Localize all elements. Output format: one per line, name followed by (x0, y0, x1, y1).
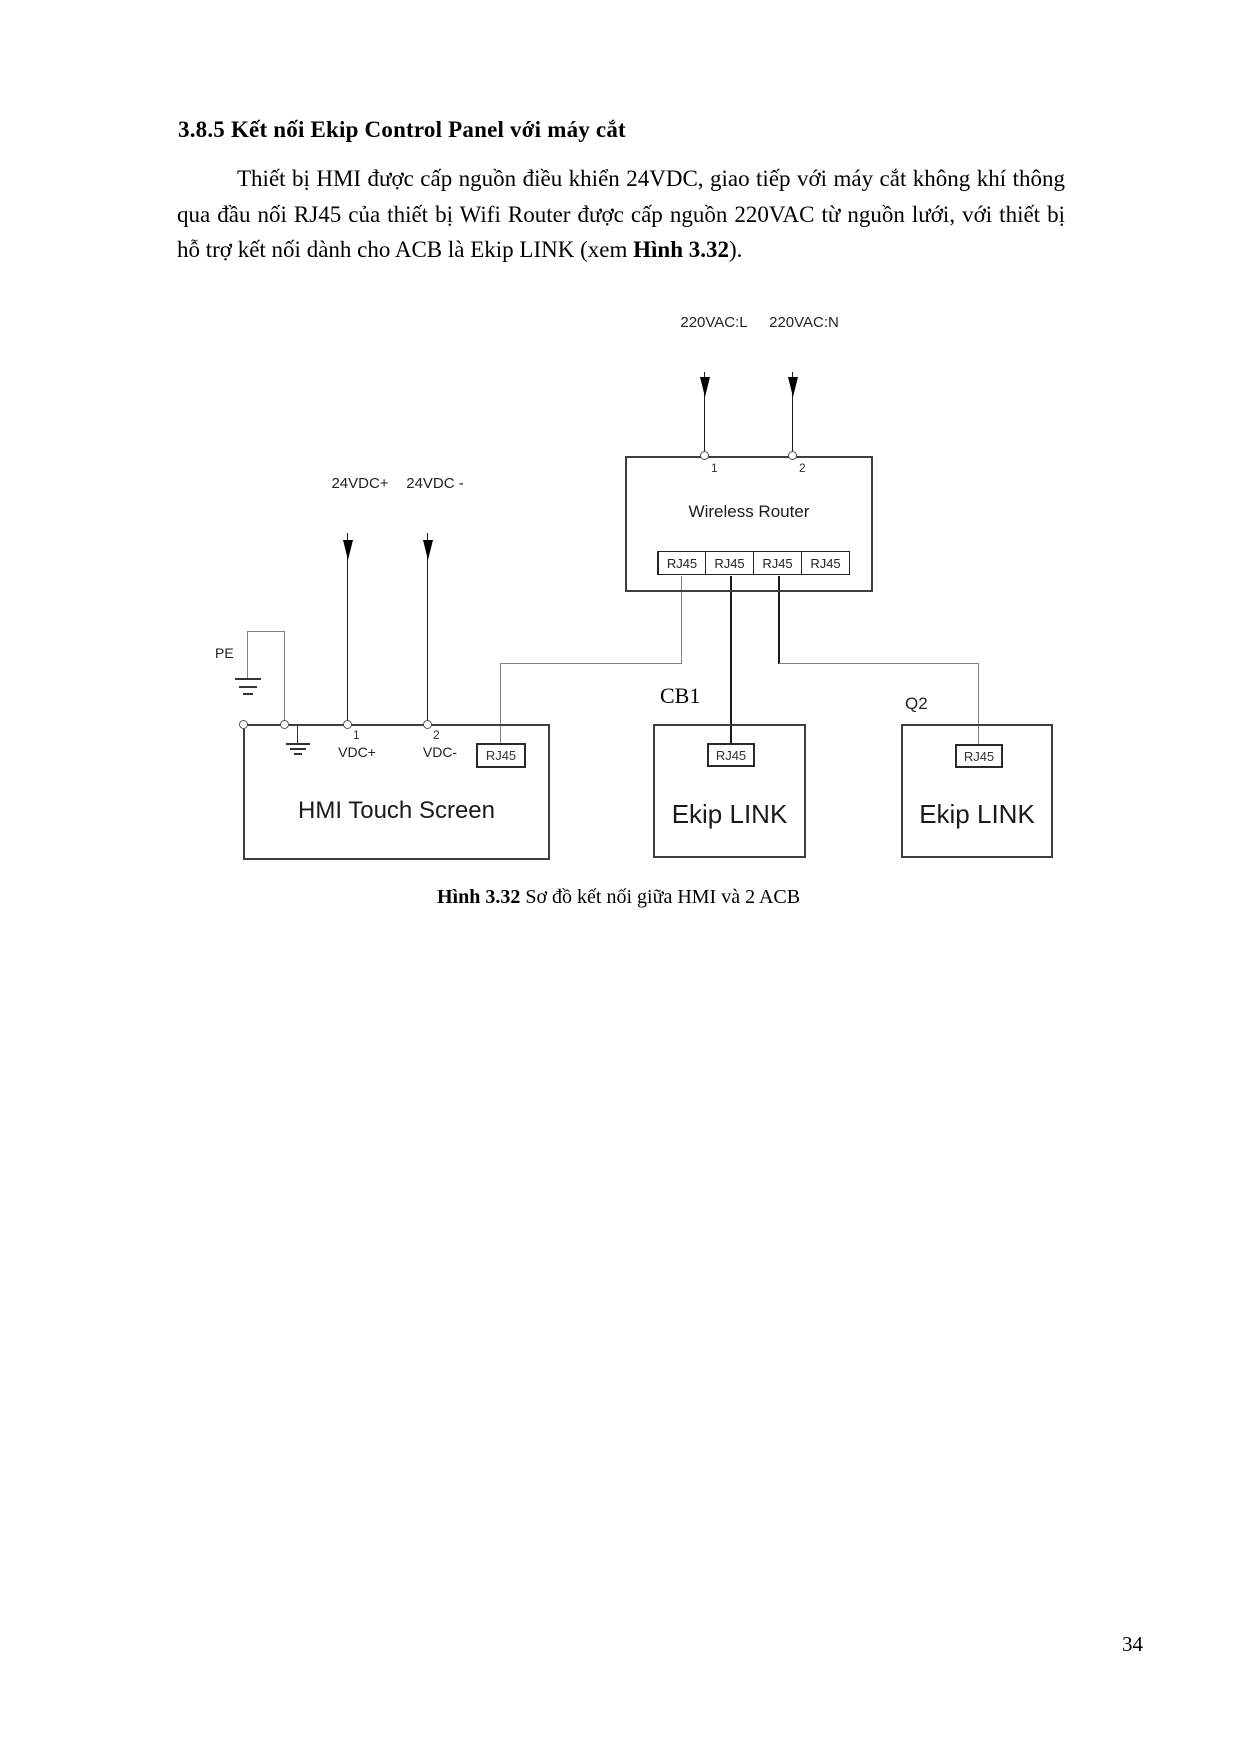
router-terminal-1-label: 1 (711, 461, 718, 475)
label-vdc-plus: VDC+ (338, 744, 376, 760)
router-rj45-ports (657, 551, 850, 575)
router-terminal-2 (788, 451, 797, 460)
rj45-port: RJ45 (657, 551, 706, 575)
ground-icon (239, 686, 257, 688)
figure-caption (437, 886, 800, 909)
router-terminal-1 (700, 451, 709, 460)
section-heading: 3.8.5 Kết nối Ekip Control Panel với máy cắt (178, 117, 626, 142)
paragraph-text-end: ). (729, 237, 743, 262)
wire-pe-vertical (247, 631, 248, 678)
rj45-port: RJ45 (801, 551, 850, 575)
label-pe: PE (215, 645, 234, 661)
arrow-down-icon (700, 377, 710, 397)
label-220vac-n: 220VAC:N (769, 314, 839, 331)
rj45-port: RJ45 (753, 551, 802, 575)
paragraph-text: Thiết bị HMI được cấp nguồn điều khiển 24VDC, giao tiếp với máy cắt không khí thông qua đầu nối RJ45 của thiết bị Wifi Router được cấp nguồn 220VAC từ nguồn lưới, với thiết bị hỗ trợ kết nối dành cho ACB là Ekip LINK (xem (177, 166, 1065, 262)
ground-icon (243, 693, 253, 695)
arrow-down-icon (423, 540, 433, 560)
hmi-title: HMI Touch Screen (298, 797, 495, 824)
page-number: 34 (1122, 1632, 1143, 1656)
wire-dc-plus (347, 533, 348, 724)
cb1-rj45-box: RJ45 (707, 743, 755, 767)
wire-pe-to-box (284, 631, 285, 724)
hmi-pe-terminal (280, 720, 289, 729)
wireless-router-title: Wireless Router (688, 502, 810, 521)
label-24vdc-minus: 24VDC - (406, 475, 464, 492)
hmi-rj45-box: RJ45 (476, 743, 526, 768)
label-q2: Q2 (905, 694, 928, 713)
ground-icon (290, 748, 306, 750)
figure-caption-text: Sơ đồ kết nối giữa HMI và 2 ACB (520, 886, 801, 908)
q2-title: Ekip LINK (919, 799, 1035, 829)
label-220vac-l: 220VAC:L (680, 314, 748, 331)
q2-rj45-box: RJ45 (955, 744, 1003, 768)
arrow-down-icon (343, 540, 353, 560)
figure-caption-label: Hình 3.32 (437, 886, 521, 908)
hmi-corner-terminal (239, 720, 248, 729)
ground-icon (294, 753, 302, 755)
router-terminal-2-label: 2 (799, 461, 806, 475)
label-cb1: CB1 (660, 683, 701, 708)
figure-reference: Hình 3.32 (633, 237, 729, 262)
hmi-terminal-2-label: 2 (433, 728, 440, 742)
ground-icon (286, 743, 310, 745)
arrow-down-icon (788, 377, 798, 397)
wire-router-to-hmi (500, 663, 682, 664)
label-24vdc-plus: 24VDC+ (331, 475, 389, 492)
rj45-port: RJ45 (705, 551, 754, 575)
wire-pe-horizontal (247, 631, 285, 632)
wire-dc-minus (427, 533, 428, 724)
ground-icon (235, 678, 261, 680)
hmi-terminal-2 (423, 720, 432, 729)
cb1-title: Ekip LINK (671, 799, 788, 829)
body-paragraph (177, 161, 1065, 268)
label-vdc-minus: VDC- (422, 744, 458, 760)
hmi-terminal-1 (343, 720, 352, 729)
wire-port2-to-cb1 (730, 576, 732, 743)
wire-router-to-q2 (779, 663, 979, 664)
hmi-terminal-1-label: 1 (353, 728, 360, 742)
